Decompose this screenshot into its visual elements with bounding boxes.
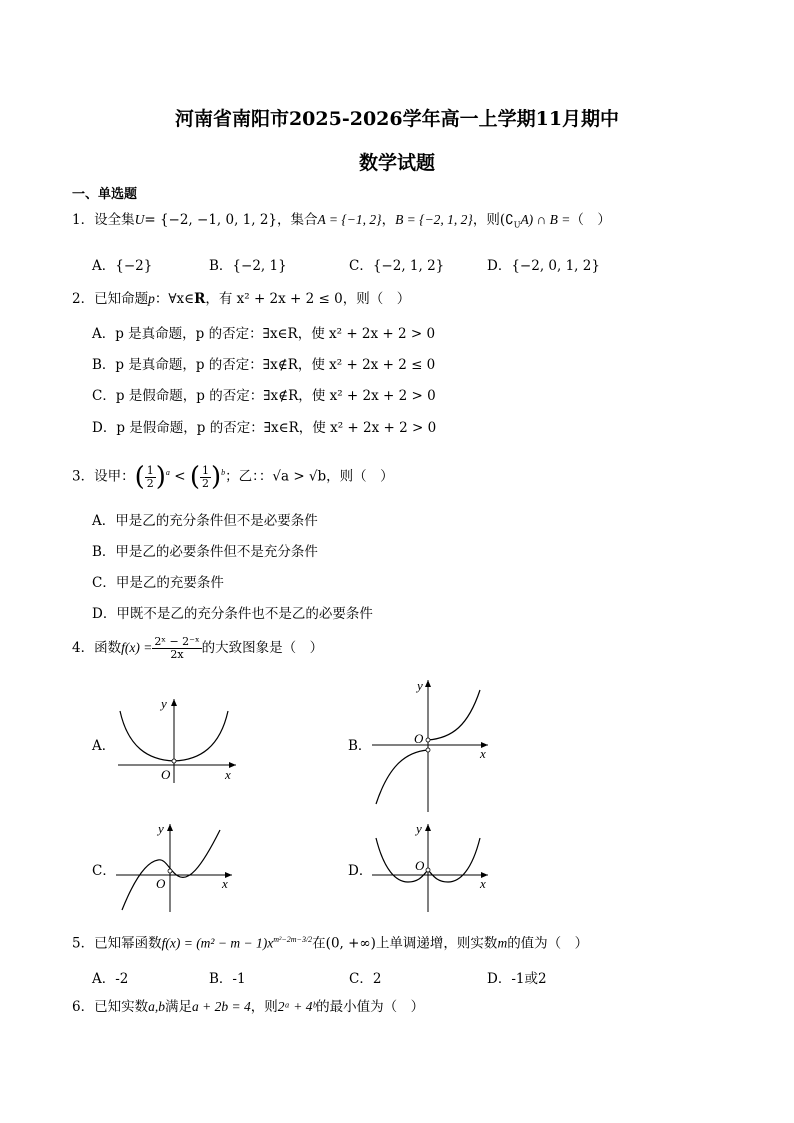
svg-text:x: x — [480, 876, 486, 891]
question-3-stem: 3．设甲：( $\frac{1}{2}$ )$^a$ < ( $\frac{1}{2}$ )$^b$；乙：：√a > √b，则（ ） — [72, 462, 394, 492]
graph-a[interactable] — [112, 695, 242, 785]
question-6-stem: 6．已知实数a,b满足a + 2b = 4，则2ᵃ + 4ᵇ的最小值为（ ） — [72, 999, 425, 1015]
svg-text:O: O — [414, 731, 424, 746]
fraction: $\frac{1}{2}$ — [146, 463, 154, 490]
question-4-option-b[interactable]: B． — [348, 738, 372, 754]
question-3-option-a[interactable]: A．甲是乙的充分条件但不是必要条件 — [92, 513, 318, 529]
graph-c[interactable] — [112, 820, 237, 915]
question-number: 5． — [72, 935, 95, 952]
svg-text:O: O — [415, 858, 425, 873]
svg-text:x: x — [222, 876, 228, 891]
document-subtitle: 数学试题 — [358, 152, 435, 174]
question-1-option-c[interactable]: C．{−2, 1, 2} — [349, 258, 445, 274]
question-number: 6． — [72, 999, 95, 1015]
question-4-option-a[interactable]: A． — [92, 738, 116, 754]
question-2-stem: 2．已知命题p：∀x∈R，有 x² + 2x + 2 ≤ 0，则（ ） — [72, 291, 411, 307]
question-3-option-b[interactable]: B．甲是乙的必要条件但不是充分条件 — [92, 544, 318, 560]
question-1-stem: 1．设全集U= {−2, −1, 0, 1, 2}，集合A = {−1, 2}，B = {−2, 1, 2}，则$(∁_UA)$ ∩ B =（ ） — [72, 212, 611, 230]
question-1-option-a[interactable]: A．{−2} — [92, 258, 153, 274]
question-3-option-c[interactable]: C．甲是乙的充要条件 — [92, 575, 224, 591]
question-3-option-d[interactable]: D．甲既不是乙的充分条件也不是乙的必要条件 — [92, 606, 373, 622]
question-number: 2． — [72, 291, 95, 307]
svg-text:O: O — [156, 876, 166, 891]
svg-text:O: O — [161, 767, 171, 782]
document-title: 河南省南阳市2025-2026学年高一上学期11月期中 — [174, 108, 620, 130]
question-2-option-a[interactable]: A．p 是真命题，p 的否定：∃x∈R，使 x² + 2x + 2 > 0 — [92, 326, 436, 342]
svg-text:y: y — [416, 821, 422, 836]
graph-d[interactable] — [368, 820, 493, 915]
svg-text:y: y — [161, 696, 167, 711]
question-5-option-c[interactable]: C．2 — [349, 971, 382, 987]
fraction: $\frac{\text{2ˣ − 2⁻ˣ}}{2x}$ — [154, 635, 200, 661]
svg-text:x: x — [225, 767, 231, 782]
graph-b[interactable] — [368, 676, 493, 816]
section-heading: 一、单选题 — [72, 187, 138, 202]
question-2-option-b[interactable]: B．p 是真命题，p 的否定：∃x∉R，使 x² + 2x + 2 ≤ 0 — [92, 357, 436, 373]
question-5-stem: 5．已知幂函数$f(x) = (m^2 - m - 1)x^{m^2-2m-3/2}$在(0, +∞)上单调递增，则实数m的值为（ ） — [72, 935, 589, 952]
question-4-option-d[interactable]: D． — [348, 863, 373, 879]
fraction: $\frac{1}{2}$ — [201, 463, 209, 490]
question-5-option-d[interactable]: D．-1或2 — [487, 971, 547, 987]
question-5-option-a[interactable]: A．-2 — [92, 971, 129, 987]
question-1-option-d[interactable]: D．{−2, 0, 1, 2} — [487, 258, 600, 274]
question-number: 3． — [72, 468, 95, 485]
question-5-option-b[interactable]: B．-1 — [209, 971, 246, 987]
question-number: 1． — [72, 212, 95, 228]
question-number: 4． — [72, 640, 95, 656]
question-2-option-d[interactable]: D．p 是假命题，p 的否定：∃x∈R，使 x² + 2x + 2 > 0 — [92, 420, 437, 436]
question-1-option-b[interactable]: B．{−2, 1} — [209, 258, 287, 274]
svg-text:y: y — [158, 821, 164, 836]
question-2-option-c[interactable]: C．p 是假命题，p 的否定：∃x∉R，使 x² + 2x + 2 > 0 — [92, 388, 436, 404]
question-4-stem: 4．函数f(x) = $\frac{\text{2ˣ − 2⁻ˣ}}{2x}$ 的大致图象是（ ） — [72, 635, 324, 661]
svg-text:x: x — [480, 746, 486, 761]
svg-text:y: y — [417, 678, 423, 693]
question-4-option-c[interactable]: C． — [92, 863, 116, 879]
